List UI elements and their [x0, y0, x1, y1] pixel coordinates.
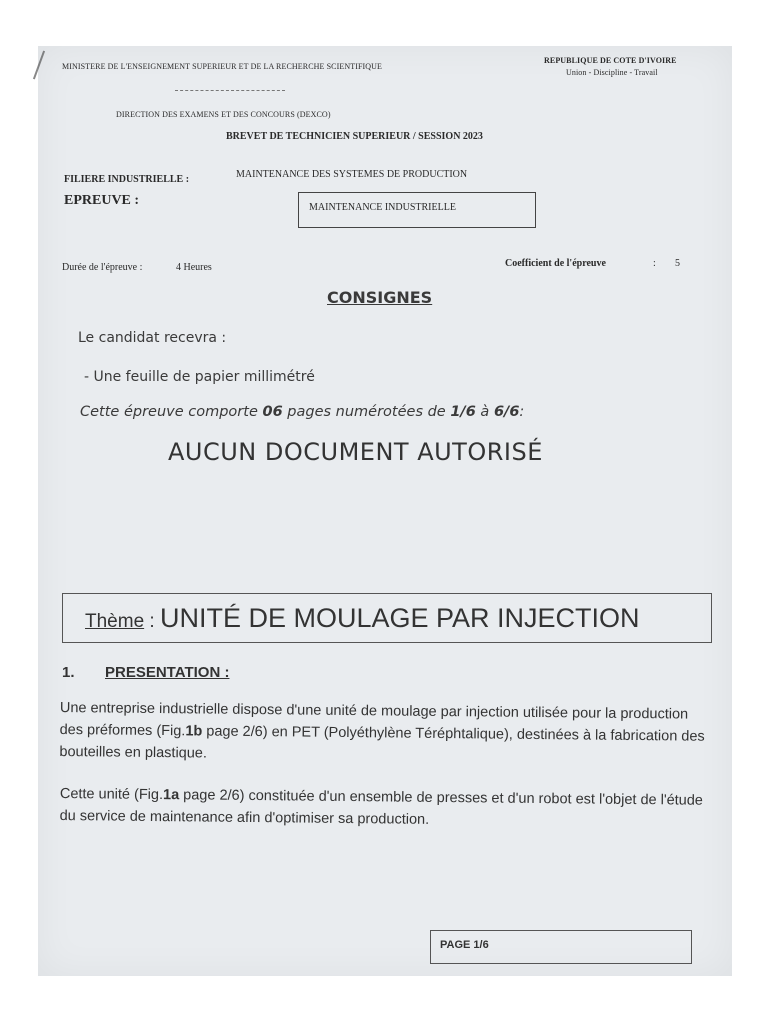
epreuve-label: EPREUVE : — [64, 193, 140, 208]
pages-statement — [80, 404, 524, 420]
exam-sheet — [38, 46, 732, 976]
coef-label: Coefficient de l'épreuve — [505, 258, 606, 269]
duree-label: Durée de l'épreuve : — [62, 262, 143, 273]
consignes-item: - Une feuille de papier millimétré — [84, 369, 315, 385]
p2-text-a: Cette unité (Fig. — [59, 785, 164, 804]
pages-and: à — [475, 404, 494, 420]
p1-text-a: Une entreprise industrielle dispose d'une unité de moulage par injection utilisée pour la production des préformes (Fig. — [59, 699, 689, 740]
filiere-value: MAINTENANCE DES SYSTEMES DE PRODUCTION — [236, 169, 468, 180]
pages-to: 6/6 — [493, 404, 520, 420]
coef-sep: : — [653, 258, 656, 269]
header-divider — [175, 90, 285, 91]
epreuve-value: MAINTENANCE INDUSTRIELLE — [309, 202, 456, 213]
presentation-paragraph-2 — [60, 783, 716, 834]
theme-sep: : — [144, 611, 160, 632]
p2-text-c: page 2/6) constituée d'un ensemble de presses et d'un robot est l'objet de l'étude du service de maintenance afin d'optimiser sa production. — [59, 787, 704, 828]
section-number: 1. — [62, 664, 75, 681]
p2-fig-ref: 1a — [162, 787, 180, 804]
consignes-intro: Le candidat recevra : — [78, 330, 227, 346]
page-number: PAGE 1/6 — [440, 939, 489, 951]
direction-line: DIRECTION DES EXAMENS ET DES CONCOURS (DEXCO) — [116, 110, 331, 119]
motto-line: Union - Discipline - Travail — [566, 68, 658, 77]
pages-end: : — [519, 404, 525, 420]
republic-line: REPUBLIQUE DE COTE D'IVOIRE — [544, 56, 677, 65]
theme-box — [62, 593, 712, 643]
pages-from: 1/6 — [450, 404, 476, 420]
pages-mid: pages numérotées de — [282, 404, 451, 420]
coef-value: 5 — [675, 258, 680, 269]
section-title: PRESENTATION : — [105, 664, 230, 681]
ministry-line: MINISTERE DE L'ENSEIGNEMENT SUPERIEUR ET DE LA RECHERCHE SCIENTIFIQUE — [62, 62, 383, 71]
pages-count: 06 — [262, 404, 283, 420]
page-number-box — [430, 930, 692, 964]
p1-fig-ref: 1b — [185, 723, 203, 740]
no-document-notice: AUCUN DOCUMENT AUTORISÉ — [168, 438, 543, 466]
presentation-paragraph-1 — [59, 697, 712, 770]
duree-value: 4 Heures — [176, 262, 212, 273]
pages-pre: Cette épreuve comporte — [80, 404, 263, 420]
theme-value: UNITÉ DE MOULAGE PAR INJECTION — [159, 603, 640, 633]
epreuve-box — [298, 192, 536, 228]
consignes-title: CONSIGNES — [327, 288, 433, 307]
p1-text-c: page 2/6) en PET (Polyéthylène Téréphtalique), destinées à la fabrication des bouteilles en plastique. — [59, 723, 705, 762]
exam-title: BREVET DE TECHNICIEN SUPERIEUR / SESSION 2023 — [226, 131, 483, 142]
filiere-label: FILIERE INDUSTRIELLE : — [64, 174, 190, 185]
theme-text — [85, 603, 640, 634]
theme-label: Thème — [85, 611, 145, 632]
